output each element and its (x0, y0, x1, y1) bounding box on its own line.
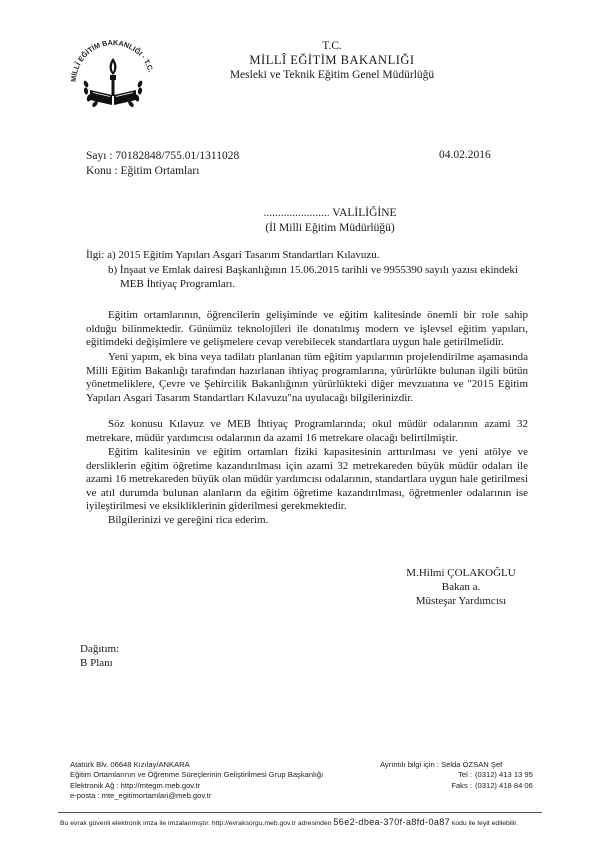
fax-label: Faks : (451, 780, 472, 790)
logo-text: MİLLÎ EĞİTİM BAKANLIĞI · T.C. (68, 37, 156, 83)
body-paragraph-5: Bilgilerinizi ve gereğini rica ederim. (108, 514, 269, 526)
tel-label: Tel : (458, 770, 472, 780)
document-date: 04.02.2016 (439, 149, 491, 161)
body-paragraph-1: Eğitim ortamlarının, öğrencilerin gelişiminde ve eğitim kalitesinde önemli bir role sahip olduğu bilinmektedir. Günümüz teknolojileri ile donatılmış modern ve işlevsel eğitim yapıları, eğitimdeki değişimlere ve gelişmelere cevap verebilecek standartlara uygun hale getirilmelidir. (86, 309, 528, 349)
info-value: Selda ÖZSAN Şef (441, 760, 503, 769)
footer-info (380, 760, 533, 791)
header-tc: T.C. (322, 40, 342, 52)
verification-code: 56e2-dbea-370f-a8fd-0a87 (333, 817, 451, 827)
verification-suffix: kodu ile teyit edilebilir. (451, 820, 519, 827)
ilgi-b (108, 263, 528, 291)
verification-line (60, 817, 550, 827)
ministry-logo (62, 28, 164, 130)
tel-value: (0312) 413 13 95 (475, 770, 533, 780)
signatory-role-2: Müsteşar Yardımcısı (415, 595, 507, 607)
ilgi-b-line2: MEB İhtiyaç Programları. (120, 278, 236, 290)
distribution-block (80, 642, 119, 670)
body-paragraph-4: Eğitim kalitesinin ve eğitim ortamları fiziki kapasitesinin arttırılması ve yeni atölye ve dersliklerin eğitim öğretime kazandırılması için azami 32 metrekareden büyük müdür odaları ile azami 16 metrekareden büyük olan müdür yardımcısı odalarının, standartlara uygun hale getirilmesi ve atıl durumda bulunan alanların da eğitim öğretime kazandırılması, öğretmenler odalarının ise iyileştirilmesi ve eksikliklerinin giderilmesi gerekmektedir. (86, 446, 528, 513)
body-paragraph-3: Söz konusu Kılavuz ve MEB İhtiyaç Programlarında; okul müdür odalarının azami 32 metrekare, müdür yardımcısı odalarının da azami 16 metrekare olacağı belirtilmiştir. (86, 418, 528, 444)
footer-email: e-posta : mte_egitimortamlari@meb.gov.tr (70, 790, 212, 800)
signature-block (386, 566, 536, 608)
recipient-subtitle: (İl Milli Eğitim Müdürlüğü) (265, 222, 395, 234)
recipient-block (200, 206, 460, 236)
info-label: Ayrıntılı bilgi için : (380, 760, 439, 769)
footer-web: Elektronik Ağ : http://mtegm.meb.gov.tr (70, 780, 201, 790)
distribution-item: B Planı (80, 657, 113, 669)
ilgi-a: İlgi: a) 2015 Eğitim Yapıları Asgari Tasarım Standartları Kılavuzu. (86, 249, 380, 261)
ilgi-b-line1: b) İnşaat ve Emlak dairesi Başkanlığının 15.06.2015 tarihli ve 9955390 sayılı yazısı ekindeki (108, 264, 518, 276)
header-directorate: Mesleki ve Teknik Eğitim Genel Müdürlüğü (229, 69, 435, 81)
verification-text: Bu evrak güvenli elektronik imza ile imzalanmıştır. http://evraksorgu.meb.gov.tr adresinden (60, 820, 332, 827)
footer-contact (70, 760, 323, 801)
fax-value: (0312) 418 84 06 (475, 780, 533, 790)
footer-divider (58, 812, 542, 813)
signatory-name: M.Hilmi ÇOLAKOĞLU (406, 567, 516, 579)
recipient-title: ....................... VALİLİĞİNE (263, 207, 397, 219)
header-ministry: MİLLÎ EĞİTİM BAKANLIĞI (249, 53, 415, 67)
reference-block (86, 149, 239, 179)
footer-department: Eğitim Ortamlarının ve Öğrenme Süreçlerinin Geliştirilmesi Grup Başkanlığı (70, 770, 324, 780)
distribution-label: Dağıtım: (80, 643, 120, 655)
footer-address: Atatürk Blv. 06648 Kızılay/ANKARA (70, 760, 190, 769)
konu-line: Konu : Eğitim Ortamları (86, 165, 200, 177)
body-paragraph-2: Yeni yapım, ek bina veya tadilatı planlanan tüm eğitim yapılarının projelendirilme aşamasında Milli Eğitim Bakanlığı tarafından hazırlanan ihtiyaç programlarına, yürürlükte bulunan ilgili bütün yönetmeliklere, Çevre ve Şehircilik Bakanlığının yürürlükteki diğer mevzuatına ve ''2015 Eğitim Yapıları Asgari Tasarım Standartları Kılavuzu"na uyulacağı bilgilerinizdir. (86, 351, 528, 404)
sayi-line: Sayı : 70182848/755.01/1311028 (86, 150, 240, 162)
signatory-role-1: Bakan a. (441, 581, 481, 593)
